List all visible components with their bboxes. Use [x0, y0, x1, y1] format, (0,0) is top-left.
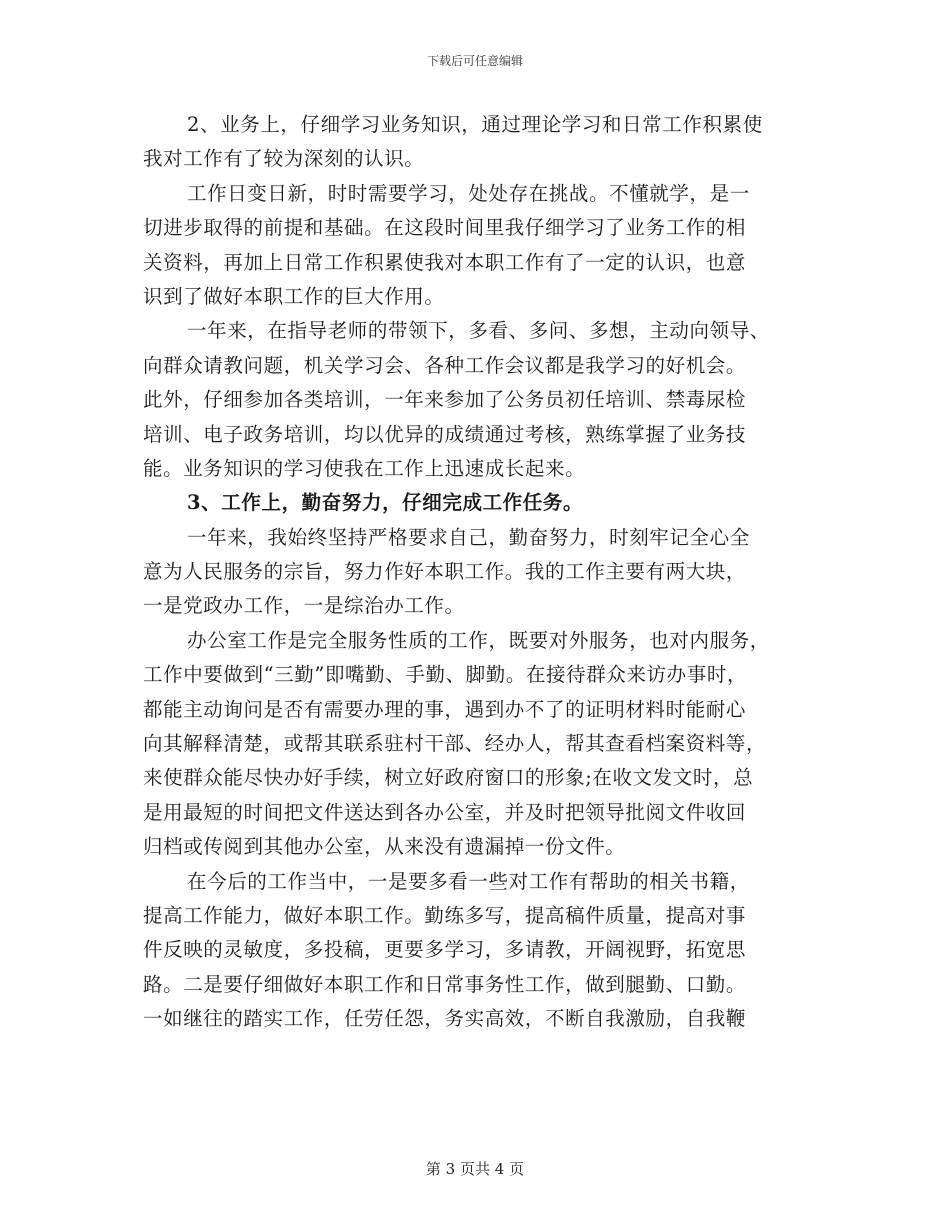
text-line: 工作日变日新，时时需要学习，处处存在挑战。不懂就学，是一: [187, 181, 750, 205]
text-line: 是用最短的时间把文件送达到各办公室，并及时把领导批阅文件收回: [143, 800, 747, 824]
page-header: 下载后可任意编辑: [426, 54, 523, 68]
text-line: 一年来，我始终坚持严格要求自己，勤奋努力，时刻牢记全心全: [187, 525, 750, 549]
text-line: 培训、电子政务培训，均以优异的成绩通过考核，熟练掌握了业务技: [143, 422, 747, 446]
text-line: 意为人民服务的宗旨，努力作好本职工作。我的工作主要有两大块，: [143, 560, 747, 584]
text-line: 切进步取得的前提和基础。在这段时间里我仔细学习了业务工作的相: [143, 216, 747, 240]
text-line: 向群众请教问题，机关学习会、各种工作会议都是我学习的好机会。: [143, 353, 747, 377]
text-line: 一是党政办工作，一是综治办工作。: [143, 594, 465, 618]
text-line: 向其解释清楚，或帮其联系驻村干部、经办人，帮其查看档案资料等，: [143, 732, 767, 756]
text-line: 一年来，在指导老师的带领下，多看、多问、多想，主动向领导、: [187, 319, 770, 343]
text-line: 路。二是要仔细做好本职工作和日常事务性工作，做到腿勤、口勤。: [143, 972, 747, 996]
section-heading: 3、工作上，勤奋努力，仔细完成工作任务。: [187, 491, 584, 515]
text-line: 关资料，再加上日常工作积累使我对本职工作有了一定的认识，也意: [143, 250, 747, 274]
text-line: 一如继往的踏实工作，任劳任怨，务实高效，不断自我激励，自我鞭: [143, 1007, 747, 1031]
text-line: 识到了做好本职工作的巨大作用。: [143, 284, 445, 308]
text-line: 来使群众能尽快办好手续，树立好政府窗口的形象;在收文发文时，总: [143, 766, 754, 790]
document-body: [143, 108, 807, 1037]
page-number: 第 3 页共 4 页: [425, 1160, 525, 1178]
text-line: 提高工作能力，做好本职工作。勤练多写，提高稿件质量，提高对事: [143, 903, 747, 927]
text-line: 能。业务知识的学习使我在工作上迅速成长起来。: [143, 456, 586, 480]
text-line: 办公室工作是完全服务性质的工作，既要对外服务，也对内服务，: [187, 628, 770, 652]
text-line: 件反映的灵敏度，多投稿，更要多学习，多请教，开阔视野，拓宽思: [143, 938, 747, 962]
text-line: 此外，仔细参加各类培训，一年来参加了公务员初任培训、禁毒尿检: [143, 388, 747, 412]
text-line: 都能主动询问是否有需要办理的事，遇到办不了的证明材料时能耐心: [143, 697, 747, 721]
text-line: 工作中要做到“三勤”即嘴勤、手勤、脚勤。在接待群众来访办事时，: [143, 663, 748, 687]
text-line: 我对工作有了较为深刻的认识。: [143, 147, 425, 171]
text-line: 归档或传阅到其他办公室，从来没有遗漏掉一份文件。: [143, 835, 626, 859]
text-line: 2、业务上，仔细学习业务知识，通过理论学习和日常工作积累使: [187, 113, 763, 136]
text-line: 在今后的工作当中，一是要多看一些对工作有帮助的相关书籍，: [187, 869, 750, 893]
